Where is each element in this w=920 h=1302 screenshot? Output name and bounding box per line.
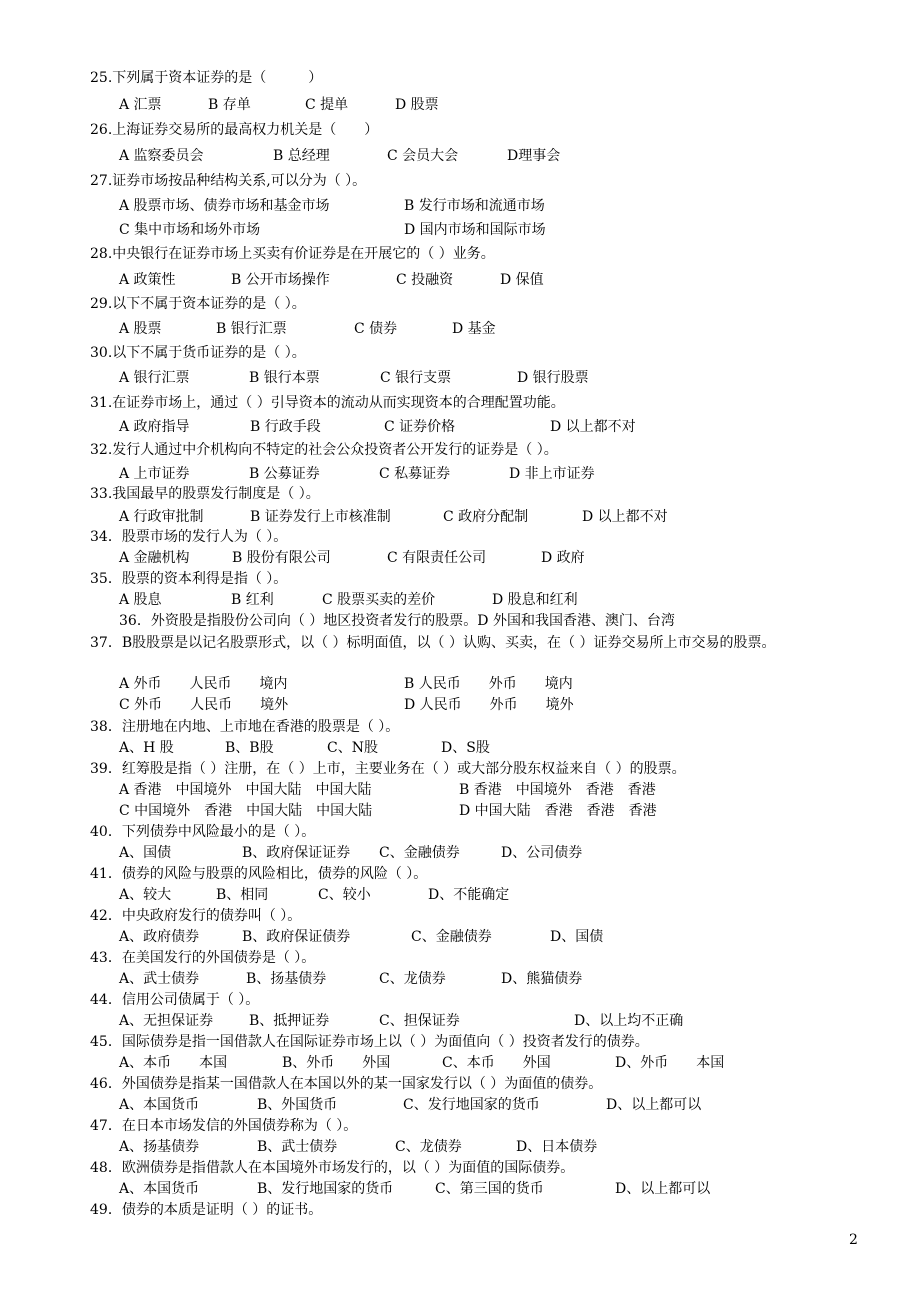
answer-option: A 政策性 xyxy=(119,272,176,288)
answer-option: C 证券价格 xyxy=(384,419,456,435)
question-text: 48．欧洲债券是指借款人在本国境外市场发行的，以（ ）为面值的国际债券。 xyxy=(90,1160,575,1176)
answer-option: C 私募证券 xyxy=(379,466,451,482)
answer-option: D 银行股票 xyxy=(517,370,589,386)
answer-option: C 银行支票 xyxy=(380,370,452,386)
answer-option: B、武士债券 xyxy=(257,1139,338,1155)
answer-option: B 总经理 xyxy=(273,148,330,164)
page-number: 2 xyxy=(849,1232,858,1248)
answer-option: A 香港 中国境外 中国大陆 中国大陆 xyxy=(119,782,372,798)
question-text: 37．B股股票是以记名股票形式，以（ ）标明面值，以（ ）认购、买卖，在（ ）证券交易所上市交易的股票。 xyxy=(90,635,776,651)
answer-option: B、外国货币 xyxy=(257,1097,338,1113)
question-text: 32.发行人通过中介机构向不特定的社会公众投资者公开发行的证券是（ ）。 xyxy=(90,442,558,458)
answer-option: C 投融资 xyxy=(396,272,454,288)
answer-option: D 非上市证券 xyxy=(509,466,595,482)
answer-option: D 以上都不对 xyxy=(550,419,636,435)
answer-option: D、以上都可以 xyxy=(615,1181,711,1197)
answer-option: A、国债 xyxy=(119,845,172,861)
question-text: 28.中央银行在证券市场上买卖有价证券是在开展它的（ ）业务。 xyxy=(90,246,495,262)
answer-option: B、扬基债券 xyxy=(246,971,327,987)
answer-option: D、日本债券 xyxy=(516,1139,598,1155)
answer-option: C、龙债券 xyxy=(379,971,446,987)
answer-option: C 外币 人民币 境外 xyxy=(119,697,289,713)
answer-option: A 汇票 xyxy=(119,97,162,113)
question-text: 33.我国最早的股票发行制度是（ ）。 xyxy=(90,486,320,502)
answer-option: B 银行本票 xyxy=(249,370,320,386)
question-text: 44．信用公司债属于（ ）。 xyxy=(90,992,260,1008)
answer-option: B 股份有限公司 xyxy=(232,550,331,566)
answer-option: C 提单 xyxy=(305,97,349,113)
answer-option: D、以上都可以 xyxy=(606,1097,702,1113)
answer-option: A 股息 xyxy=(119,592,162,608)
question-text: 49．债券的本质是证明（ ）的证书。 xyxy=(90,1202,323,1218)
answer-option: A 银行汇票 xyxy=(119,370,190,386)
answer-option: C、金融债券 xyxy=(411,929,492,945)
answer-option: D、熊猫债券 xyxy=(501,971,583,987)
answer-option: B、外币 外国 xyxy=(282,1055,391,1071)
answer-option: C 债券 xyxy=(354,321,398,337)
question-text: 39．红筹股是指（ ）注册，在（ ）上市，主要业务在（ ）或大部分股东权益来自（ ）的股票。 xyxy=(90,761,686,777)
answer-option: C、龙债券 xyxy=(395,1139,462,1155)
answer-option: C、担保证券 xyxy=(379,1013,460,1029)
answer-option: A 上市证券 xyxy=(119,466,190,482)
answer-option: A 政府指导 xyxy=(119,419,190,435)
question-text: 27.证券市场按品种结构关系,可以分为（ ）。 xyxy=(90,173,367,189)
question-text: 36．外资股是指股份公司向（ ）地区投资者发行的股票。D 外国和我国香港、澳门、台湾 xyxy=(119,613,675,629)
answer-option: B、发行地国家的货币 xyxy=(257,1181,394,1197)
question-text: 47．在日本市场发信的外国债券称为（ ）。 xyxy=(90,1118,358,1134)
answer-option: A、武士债券 xyxy=(119,971,200,987)
answer-option: D、国债 xyxy=(550,929,604,945)
answer-option: A、本币 本国 xyxy=(119,1055,228,1071)
answer-option: B 行政手段 xyxy=(250,419,321,435)
answer-option: D 政府 xyxy=(541,550,585,566)
answer-option: B 银行汇票 xyxy=(216,321,287,337)
answer-option: A 股票 xyxy=(119,321,162,337)
answer-option: D、公司债券 xyxy=(501,845,583,861)
answer-option: C、本币 外国 xyxy=(442,1055,551,1071)
question-text: 29.以下不属于资本证券的是（ ）。 xyxy=(90,296,306,312)
answer-option: D 保值 xyxy=(500,272,544,288)
answer-option: D、不能确定 xyxy=(428,887,510,903)
answer-option: B、政府保证债券 xyxy=(242,929,351,945)
question-text: 25.下列属于资本证券的是（ ） xyxy=(90,70,323,86)
answer-option: C 有限责任公司 xyxy=(387,550,487,566)
question-text: 40．下列债券中风险最小的是（ ）。 xyxy=(90,824,316,840)
question-text: 31.在证券市场上，通过（ ）引导资本的流动从而实现资本的合理配置功能。 xyxy=(90,395,565,411)
answer-option: A 外币 人民币 境内 xyxy=(119,676,288,692)
answer-option: B 香港 中国境外 香港 香港 xyxy=(459,782,656,798)
answer-option: D 以上都不对 xyxy=(582,509,668,525)
answer-option: B、相同 xyxy=(216,887,269,903)
question-text: 46．外国债券是指某一国借款人在本国以外的某一国家发行以（ ）为面值的债券。 xyxy=(90,1076,603,1092)
answer-option: B 存单 xyxy=(208,97,251,113)
answer-option: C、第三国的货币 xyxy=(435,1181,544,1197)
question-text: 43．在美国发行的外国债券是（ ）。 xyxy=(90,950,316,966)
answer-option: D 国内市场和国际市场 xyxy=(404,222,546,238)
question-text: 30.以下不属于货币证券的是（ ）。 xyxy=(90,345,306,361)
question-text: 38．注册地在内地、上市地在香港的股票是（ ）。 xyxy=(90,719,400,735)
answer-option: B、抵押证券 xyxy=(249,1013,330,1029)
answer-option: C 集中市场和场外市场 xyxy=(119,222,261,238)
answer-option: B 公开市场操作 xyxy=(231,272,330,288)
question-text: 42．中央政府发行的债券叫（ ）。 xyxy=(90,908,302,924)
answer-option: C 政府分配制 xyxy=(443,509,529,525)
answer-option: A、H 股 xyxy=(119,740,174,756)
answer-option: D、外币 本国 xyxy=(615,1055,725,1071)
answer-option: B、政府保证证券 xyxy=(242,845,351,861)
answer-option: A、本国货币 xyxy=(119,1181,200,1197)
answer-option: A 股票市场、债券市场和基金市场 xyxy=(119,198,330,214)
answer-option: B 发行市场和流通市场 xyxy=(404,198,545,214)
answer-option: B 证券发行上市核准制 xyxy=(250,509,391,525)
answer-option: D、以上均不正确 xyxy=(574,1013,684,1029)
answer-option: A 行政审批制 xyxy=(119,509,204,525)
answer-option: B 红利 xyxy=(231,592,274,608)
answer-option: C 会员大会 xyxy=(387,148,459,164)
answer-option: C 股票买卖的差价 xyxy=(322,592,436,608)
answer-option: B 人民币 外币 境内 xyxy=(404,676,573,692)
question-text: 41．债券的风险与股票的风险相比，债券的风险（ ）。 xyxy=(90,866,428,882)
answer-option: D 股票 xyxy=(395,97,439,113)
answer-option: A、扬基债券 xyxy=(119,1139,200,1155)
answer-option: A 监察委员会 xyxy=(119,148,204,164)
answer-option: C、较小 xyxy=(318,887,371,903)
answer-option: D理事会 xyxy=(507,148,561,164)
question-text: 45．国际债券是指一国借款人在国际证券市场上以（ ）为面值向（ ）投资者发行的债券。 xyxy=(90,1034,649,1050)
answer-option: D、S股 xyxy=(441,740,490,756)
answer-option: A、政府债券 xyxy=(119,929,200,945)
answer-option: D 股息和红利 xyxy=(492,592,578,608)
answer-option: B、B股 xyxy=(225,740,274,756)
answer-option: D 人民币 外币 境外 xyxy=(404,697,574,713)
answer-option: C、金融债券 xyxy=(379,845,460,861)
answer-option: A、无担保证券 xyxy=(119,1013,214,1029)
answer-option: C 中国境外 香港 中国大陆 中国大陆 xyxy=(119,803,373,819)
answer-option: B 公募证券 xyxy=(249,466,320,482)
answer-option: A 金融机构 xyxy=(119,550,190,566)
question-text: 34．股票市场的发行人为（ ）。 xyxy=(90,529,288,545)
answer-option: D 中国大陆 香港 香港 香港 xyxy=(459,803,657,819)
question-text: 35．股票的资本利得是指（ ）。 xyxy=(90,571,288,587)
answer-option: A、本国货币 xyxy=(119,1097,200,1113)
answer-option: C、发行地国家的货币 xyxy=(403,1097,540,1113)
question-text: 26.上海证券交易所的最高权力机关是（ ） xyxy=(90,122,379,138)
answer-option: D 基金 xyxy=(452,321,496,337)
answer-option: A、较大 xyxy=(119,887,172,903)
answer-option: C、N股 xyxy=(327,740,378,756)
